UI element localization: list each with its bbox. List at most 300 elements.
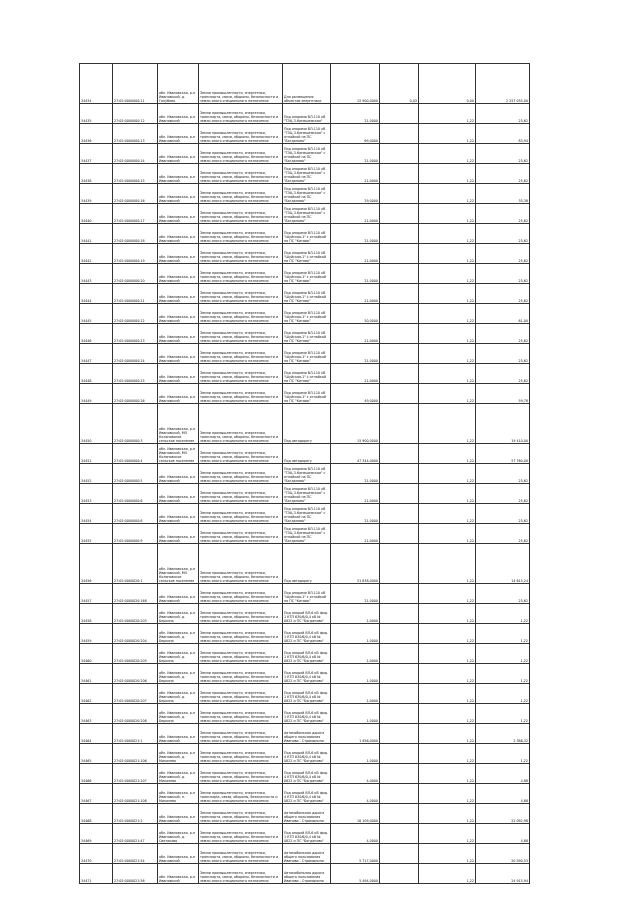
permitted-use-cell: Под опорами ВЛ-110 кВ "ТЭЦ-3-Кинешемская" с отпайкой на ПС "Богданово" [283, 524, 331, 544]
row-number-cell: 34451 [80, 444, 113, 464]
rate-cell [380, 764, 419, 784]
cadastral-number-cell: 27:05:0000020:205 [113, 644, 158, 664]
permitted-use-cell: Под опорой ВЛ-6 кВ фид. 4 КТП 630/6/0,4 кВ № 0822 и ПС "Богданово" [283, 744, 331, 764]
address-cell: обл. Ивановская, р-н Ивановский, п. Михалево [158, 784, 199, 804]
land-category-cell: Земли промышленности, энергетики, транспорта, связи, обороны, безопасности и земли иного специального назначения [199, 184, 283, 204]
cadastral-value-cell: 57 760,00 [476, 444, 530, 464]
rate-cell [380, 124, 419, 144]
table-row [80, 624, 530, 644]
table-row [80, 324, 530, 344]
address-cell: обл. Ивановская, р-н Ивановский [158, 144, 199, 164]
land-category-cell: Земли промышленности, энергетики, транспорта, связи, обороны, безопасности и земли иного специального назначения [199, 764, 283, 784]
specific-value-cell: 1,22 [419, 184, 476, 204]
permitted-use-cell: Автомобильная дорога общего пользования Иваново - Стромынино [283, 864, 331, 884]
permitted-use-cell: Под опорами ВЛ-110 кВ "ТЭЦ-3-Кинешемская" с отпайкой на ПС "Богданово" [283, 464, 331, 484]
area-cell: 21,0000 [331, 584, 380, 604]
cadastral-number-cell: 27:05:0000021:54 [113, 844, 158, 864]
specific-value-cell: 1,22 [419, 824, 476, 844]
cadastral-number-cell: 27:05:0000021:107 [113, 764, 158, 784]
row-number-cell: 34445 [80, 304, 113, 324]
row-number-cell: 34458 [80, 604, 113, 624]
address-cell: обл. Ивановская, р-н Ивановский [158, 124, 199, 144]
table-row [80, 224, 530, 244]
area-cell: 1,0000 [331, 684, 380, 704]
cadastral-value-cell: 25,62 [476, 264, 530, 284]
table-row [80, 64, 530, 104]
area-cell: 5 494,0000 [331, 864, 380, 884]
rate-cell [380, 304, 419, 324]
area-cell: 29,0000 [331, 184, 380, 204]
table-row [80, 164, 530, 184]
table-row [80, 124, 530, 144]
cadastral-number-cell: 27:05:0000020:204 [113, 624, 158, 644]
cadastral-value-cell: 35,38 [476, 184, 530, 204]
address-cell: обл. Ивановская, р-н Ивановский [158, 364, 199, 384]
row-number-cell: 34434 [80, 64, 113, 104]
row-number-cell: 34455 [80, 524, 113, 544]
permitted-use-cell: Под опорами ВЛ-110 кВ "Шуйская-1" с отпайкой на ПС "Китово" [283, 364, 331, 384]
land-category-cell: Земли промышленности, энергетики, транспорта, связи, обороны, безопасности и земли иного специального назначения [199, 484, 283, 504]
specific-value-cell: 1,22 [419, 124, 476, 144]
cadastral-value-cell: 25,62 [476, 204, 530, 224]
row-number-cell: 34443 [80, 264, 113, 284]
table-row [80, 684, 530, 704]
row-number-cell: 34471 [80, 864, 113, 884]
land-category-cell: Земли промышленности, энергетики, транспорта, связи, обороны, безопасности и земли иного специального назначения [199, 64, 283, 104]
row-number-cell: 34467 [80, 784, 113, 804]
permitted-use-cell: Автомобильная дорога общего пользования Иваново - Стромынино [283, 804, 331, 824]
cadastral-number-cell: 27:05:0000000:12 [113, 104, 158, 124]
permitted-use-cell: Под опорой ВЛ-6 кВ фид. 1 КТП 630/6/0,4 кВ № 0822 и ПС "Богданово" [283, 644, 331, 664]
permitted-use-cell: Под опорами ВЛ-110 кВ "Шуйская-1" с отпайкой на ПС "Китово" [283, 584, 331, 604]
row-number-cell: 34463 [80, 704, 113, 724]
land-category-cell: Земли промышленности, энергетики, транспорта, связи, обороны, безопасности и земли иного специального назначения [199, 364, 283, 384]
specific-value-cell: 1,22 [419, 144, 476, 164]
cadastral-value-cell: 4,88 [476, 764, 530, 784]
cadastral-value-cell: 1,22 [476, 684, 530, 704]
land-category-cell: Земли промышленности, энергетики, транспорта, связи, обороны, безопасности и земли иного специального назначения [199, 224, 283, 244]
cadastral-number-cell: 27:05:0000000:9 [113, 524, 158, 544]
cadastral-number-cell: 27:05:0000000:8 [113, 504, 158, 524]
address-cell: обл. Ивановская, р-н Ивановский [158, 464, 199, 484]
address-cell: обл. Ивановская, р-н Ивановский [158, 504, 199, 524]
cadastral-number-cell: 27:05:0000000:13 [113, 124, 158, 144]
table-row [80, 404, 530, 444]
land-category-cell: Земли промышленности, энергетики, транспорта, связи, обороны, безопасности и земли иного специального назначения [199, 444, 283, 464]
rate-cell [380, 104, 419, 124]
rate-cell [380, 184, 419, 204]
address-cell: обл. Ивановская, р-н Ивановский [158, 184, 199, 204]
table-row [80, 104, 530, 124]
row-number-cell: 34453 [80, 484, 113, 504]
specific-value-cell: 1,22 [419, 224, 476, 244]
cadastral-number-cell: 27:05:0000000:21 [113, 284, 158, 304]
land-category-cell: Земли промышленности, энергетики, транспорта, связи, обороны, безопасности и земли иного специального назначения [199, 664, 283, 684]
table-row [80, 544, 530, 584]
area-cell: 1,0000 [331, 644, 380, 664]
rate-cell [380, 544, 419, 584]
row-number-cell: 34460 [80, 644, 113, 664]
rate-cell [380, 524, 419, 544]
specific-value-cell: 1,22 [419, 524, 476, 544]
rate-cell [380, 584, 419, 604]
land-category-cell: Земли промышленности, энергетики, транспорта, связи, обороны, безопасности и земли иного специального назначения [199, 344, 283, 364]
land-category-cell: Земли промышленности, энергетики, транспорта, связи, обороны, безопасности и земли иного специального назначения [199, 384, 283, 404]
land-category-cell: Земли промышленности, энергетики, транспорта, связи, обороны, безопасности и земли иного специального назначения [199, 744, 283, 764]
rate-cell [380, 384, 419, 404]
specific-value-cell: 1,22 [419, 704, 476, 724]
cadastral-value-cell: 14 615,24 [476, 544, 530, 584]
rate-cell [380, 504, 419, 524]
address-cell: обл. Ивановская, р-н Ивановский [158, 284, 199, 304]
cadastral-value-cell: 2 386,32 [476, 724, 530, 744]
specific-value-cell: 1,22 [419, 464, 476, 484]
table-row [80, 664, 530, 684]
row-number-cell: 34468 [80, 804, 113, 824]
rate-cell [380, 444, 419, 464]
area-cell: 1 956,0000 [331, 724, 380, 744]
area-cell: 21,0000 [331, 164, 380, 184]
cadastral-number-cell: 27:05:0000020:207 [113, 684, 158, 704]
land-category-cell: Земли промышленности, энергетики, транспорта, связи, обороны, безопасности и земли иного специального назначения [199, 644, 283, 664]
cadastral-number-cell: 27:05:0000000:17 [113, 204, 158, 224]
specific-value-cell: 1,22 [419, 444, 476, 464]
row-number-cell: 34439 [80, 184, 113, 204]
cadastral-value-cell: 25,62 [476, 364, 530, 384]
permitted-use-cell: Под опорами ВЛ-110 кВ "Шуйская-1" с отпайкой на ПС "Китово" [283, 344, 331, 364]
cadastral-number-cell: 27:05:0000000:5 [113, 464, 158, 484]
cadastral-value-cell: 25,62 [476, 464, 530, 484]
rate-cell [380, 724, 419, 744]
row-number-cell: 34446 [80, 324, 113, 344]
address-cell: обл. Ивановская, р-н Ивановский [158, 204, 199, 224]
address-cell: обл. Ивановская, р-н Ивановский [158, 864, 199, 884]
cadastral-number-cell: 27:05:0000021:106 [113, 744, 158, 764]
specific-value-cell: 1,22 [419, 544, 476, 584]
address-cell: обл. Ивановская, р-н Ивановский, д. Михалево [158, 764, 199, 784]
cadastral-value-cell: 25,62 [476, 324, 530, 344]
area-cell: 1,0000 [331, 704, 380, 724]
row-number-cell: 34459 [80, 624, 113, 644]
specific-value-cell: 1,22 [419, 844, 476, 864]
rate-cell [380, 784, 419, 804]
table-row [80, 204, 530, 224]
cadastral-number-cell: 27:05:0000000:26 [113, 384, 158, 404]
row-number-cell: 34450 [80, 404, 113, 444]
rate-cell [380, 344, 419, 364]
land-category-cell: Земли промышленности, энергетики, транспорта, связи, обороны, безопасности и земли иного специального назначения [199, 304, 283, 324]
cadastral-value-cell: 25,62 [476, 504, 530, 524]
cadastral-value-cell: 22 092,98 [476, 804, 530, 824]
cadastral-number-cell: 27:05:0000021:2 [113, 804, 158, 824]
cadastral-number-cell: 27:05:0000020:168 [113, 584, 158, 604]
rate-cell [380, 464, 419, 484]
address-cell: обл. Ивановская, р-н Ивановский [158, 324, 199, 344]
area-cell: 18 109,0000 [331, 804, 380, 824]
area-cell: 15 900,0000 [331, 64, 380, 104]
land-category-cell: Земли промышленности, энергетики, транспорта, связи, обороны, безопасности и земли иного специального назначения [199, 804, 283, 824]
cadastral-value-cell: 1,22 [476, 624, 530, 644]
table-row [80, 384, 530, 404]
specific-value-cell: 1,22 [419, 344, 476, 364]
specific-value-cell: 1,22 [419, 324, 476, 344]
row-number-cell: 34441 [80, 224, 113, 244]
cadastral-number-cell: 27:05:0000000:4 [113, 444, 158, 464]
rate-cell [380, 684, 419, 704]
address-cell: обл. Ивановская, р-н Ивановский [158, 384, 199, 404]
table-row [80, 364, 530, 384]
specific-value-cell: 1,22 [419, 284, 476, 304]
rate-cell [380, 284, 419, 304]
rate-cell [380, 804, 419, 824]
address-cell: обл. Ивановская, р-н Ивановский [158, 164, 199, 184]
row-number-cell: 34462 [80, 684, 113, 704]
address-cell: обл. Ивановская, р-н Ивановский, д. Беркино [158, 664, 199, 684]
specific-value-cell: 1,22 [419, 644, 476, 664]
table-row [80, 504, 530, 524]
table-row [80, 784, 530, 804]
land-category-cell: Земли промышленности, энергетики, транспорта, связи, обороны, безопасности и земли иного специального назначения [199, 684, 283, 704]
cadastral-value-cell: 1,22 [476, 744, 530, 764]
permitted-use-cell: Под опорами ВЛ-110 кВ "Шуйская-1" с отпайкой на ПС "Китово" [283, 244, 331, 264]
cadastral-value-cell: 25,62 [476, 484, 530, 504]
cadastral-number-cell: 27:05:0000000:16 [113, 184, 158, 204]
cadastral-number-cell: 27:05:0000000:23 [113, 324, 158, 344]
specific-value-cell: 1,22 [419, 404, 476, 444]
cadastral-value-cell: 20 590,53 [476, 844, 530, 864]
permitted-use-cell: Автомобильная дорога общего пользования Иваново - Стромынино [283, 724, 331, 744]
cadastral-number-cell: 27:05:0000020:206 [113, 664, 158, 684]
area-cell: 21,0000 [331, 344, 380, 364]
cadastral-number-cell: 27:05:0000000:20 [113, 264, 158, 284]
rate-cell [380, 224, 419, 244]
cadastral-value-cell: 25,62 [476, 284, 530, 304]
rate-cell [380, 204, 419, 224]
address-cell: обл. Ивановская, р-н Ивановский [158, 844, 199, 864]
row-number-cell: 34438 [80, 164, 113, 184]
rate-cell [380, 744, 419, 764]
cadastral-number-cell: 27:05:0000020:1 [113, 544, 158, 584]
row-number-cell: 34435 [80, 104, 113, 124]
cadastral-number-cell: 27:05:0000000:3 [113, 404, 158, 444]
area-cell: 21,0000 [331, 244, 380, 264]
area-cell: 21,0000 [331, 224, 380, 244]
specific-value-cell: 1,22 [419, 684, 476, 704]
permitted-use-cell: Под опорой ВЛ-6 кВ фид. 1 КТП 630/6/0,4 кВ № 0822 и ПС "Богданово" [283, 664, 331, 684]
rate-cell [380, 704, 419, 724]
specific-value-cell: 1,22 [419, 784, 476, 804]
table-row [80, 184, 530, 204]
address-cell: обл. Ивановская, р-н Ивановский [158, 244, 199, 264]
area-cell: 4,0000 [331, 824, 380, 844]
row-number-cell: 34448 [80, 364, 113, 384]
specific-value-cell: 1,22 [419, 864, 476, 884]
specific-value-cell: 1,22 [419, 664, 476, 684]
specific-value-cell: 1,22 [419, 164, 476, 184]
permitted-use-cell: Под опорой ВЛ-6 кВ фид. 1 КТП 630/6/0,4 кВ № 0822 и ПС "Богданово" [283, 824, 331, 844]
row-number-cell: 34442 [80, 244, 113, 264]
permitted-use-cell: Автомобильная дорога общего пользования Иваново - Стромынино [283, 844, 331, 864]
permitted-use-cell: Под опорой ВЛ-6 кВ фид. 1 КТП 630/6/0,4 кВ № 0822 и ПС "Богданово" [283, 624, 331, 644]
table-row [80, 724, 530, 744]
row-number-cell: 34465 [80, 744, 113, 764]
table-row [80, 764, 530, 784]
area-cell: 47 344,0000 [331, 444, 380, 464]
cadastral-number-cell: 27:05:0000021:47 [113, 824, 158, 844]
area-cell: 51 838,0000 [331, 544, 380, 584]
table-row [80, 464, 530, 484]
land-category-cell: Земли промышленности, энергетики, транспорта, связи, обороны, безопасности и земли иного специального назначения [199, 164, 283, 184]
area-cell: 21,0000 [331, 324, 380, 344]
land-category-cell: Земли промышленности, энергетики, транспорта, связи, обороны, безопасности и земли иного специального назначения [199, 404, 283, 444]
address-cell: обл. Ивановская, р-н Ивановский, МО Коляновское сельское поселение [158, 444, 199, 464]
table-row [80, 284, 530, 304]
land-category-cell: Земли промышленности, энергетики, транспорта, связи, обороны, безопасности и земли иного специального назначения [199, 864, 283, 884]
row-number-cell: 34464 [80, 724, 113, 744]
table-row [80, 824, 530, 844]
cadastral-number-cell: 27:05:0000021:1 [113, 724, 158, 744]
permitted-use-cell: Под опорами ВЛ-110 кВ "ТЭЦ-3-Кинешемская" с отпайкой на ПС "Богданово" [283, 204, 331, 224]
address-cell: обл. Ивановская, р-н Ивановский, д. Голубево [158, 64, 199, 104]
rate-cell [380, 864, 419, 884]
address-cell: обл. Ивановская, р-н Ивановский, д. Беркино [158, 624, 199, 644]
rate-cell [380, 404, 419, 444]
table-row [80, 144, 530, 164]
area-cell: 1,0000 [331, 664, 380, 684]
cadastral-number-cell: 27:05:0000000:14 [113, 144, 158, 164]
specific-value-cell: 1,22 [419, 264, 476, 284]
area-cell: 21,0000 [331, 284, 380, 304]
row-number-cell: 34436 [80, 124, 113, 144]
permitted-use-cell: Под опорами ВЛ-110 кВ "Шуйская-1" с отпайкой на ПС "Китово" [283, 284, 331, 304]
rate-cell [380, 484, 419, 504]
specific-value-cell: 1,22 [419, 244, 476, 264]
table-row [80, 344, 530, 364]
specific-value-cell: 1,22 [419, 724, 476, 744]
permitted-use-cell: Под опорами ВЛ-110 кВ "ТЭЦ-3-Кинешемская" [283, 104, 331, 124]
area-cell: 21,0000 [331, 144, 380, 164]
address-cell: обл. Ивановская, р-н Ивановский [158, 724, 199, 744]
land-category-cell: Земли промышленности, энергетики, транспорта, связи, обороны, безопасности и земли иного специального назначения [199, 604, 283, 624]
address-cell: обл. Ивановская, р-н Ивановский, МО Коляновское сельское поселение [158, 404, 199, 444]
cadastral-number-cell: 27:05:0000000:22 [113, 304, 158, 324]
area-cell: 1,0000 [331, 624, 380, 644]
cadastral-number-cell: 27:05:0000021:108 [113, 784, 158, 804]
cadastral-number-cell: 27:05:0000000:19 [113, 244, 158, 264]
land-category-cell: Земли промышленности, энергетики, транспорта, связи, обороны, безопасности и земли иного специального назначения [199, 144, 283, 164]
land-category-cell: Земли промышленности, энергетики, транспорта, связи, обороны, безопасности и земли иного специального назначения [199, 504, 283, 524]
permitted-use-cell: Под опорой ВЛ-6 кВ фид. 4 КТП 630/6/0,4 кВ № 0822 и ПС "Богданово" [283, 784, 331, 804]
specific-value-cell: 0,00 [419, 64, 476, 104]
specific-value-cell: 1,22 [419, 764, 476, 784]
row-number-cell: 34449 [80, 384, 113, 404]
cadastral-value-cell: 25,62 [476, 144, 530, 164]
cadastral-value-cell: 25,62 [476, 344, 530, 364]
cadastral-value-cell: 25,62 [476, 224, 530, 244]
land-category-cell: Земли промышленности, энергетики, транспорта, связи, обороны, безопасности и земли иного специального назначения [199, 724, 283, 744]
rate-cell [380, 664, 419, 684]
table-row [80, 704, 530, 724]
address-cell: обл. Ивановская, р-н Ивановский [158, 804, 199, 824]
row-number-cell: 34466 [80, 764, 113, 784]
rate-cell [380, 144, 419, 164]
specific-value-cell: 1,22 [419, 364, 476, 384]
cadastral-value-cell: 59,78 [476, 384, 530, 404]
cadastral-value-cell: 25,62 [476, 524, 530, 544]
address-cell: обл. Ивановская, р-н Ивановский, д. Светиково [158, 824, 199, 844]
rate-cell [380, 844, 419, 864]
cadastral-number-cell: 27:05:0000000:11 [113, 64, 158, 104]
cadastral-value-cell: 19 410,00 [476, 404, 530, 444]
table-row [80, 304, 530, 324]
area-cell: 5 717,0000 [331, 844, 380, 864]
rate-cell [380, 624, 419, 644]
specific-value-cell: 1,22 [419, 804, 476, 824]
row-number-cell: 34456 [80, 544, 113, 584]
area-cell: 15 900,0000 [331, 404, 380, 444]
table-row [80, 264, 530, 284]
permitted-use-cell: Под опорами ВЛ-110 кВ "ТЭЦ-3-Кинешемская" с отпайкой на ПС "Богданово" [283, 124, 331, 144]
permitted-use-cell: Под опорами ВЛ-110 кВ "ТЭЦ-3-Кинешемская" с отпайкой на ПС "Богданово" [283, 504, 331, 524]
cadastral-value-cell: 4,88 [476, 824, 530, 844]
cadastral-value-cell: 83,94 [476, 124, 530, 144]
land-category-cell: Земли промышленности, энергетики, транспорта, связи, обороны, безопасности и земли иного специального назначения [199, 464, 283, 484]
cadastral-value-cell: 25,62 [476, 104, 530, 124]
specific-value-cell: 1,22 [419, 604, 476, 624]
row-number-cell: 34452 [80, 464, 113, 484]
address-cell: обл. Ивановская, р-н Ивановский [158, 484, 199, 504]
table-row [80, 804, 530, 824]
row-number-cell: 34437 [80, 144, 113, 164]
specific-value-cell: 1,22 [419, 304, 476, 324]
address-cell: обл. Ивановская, р-н Ивановский [158, 224, 199, 244]
permitted-use-cell: Под опорами ВЛ-110 кВ "ТЭЦ-3-Кинешемская" с отпайкой на ПС "Богданово" [283, 184, 331, 204]
area-cell: 1,0000 [331, 744, 380, 764]
rate-cell [380, 644, 419, 664]
area-cell: 21,0000 [331, 484, 380, 504]
area-cell: 49,0000 [331, 384, 380, 404]
table-row [80, 844, 530, 864]
land-category-cell: Земли промышленности, энергетики, транспорта, связи, обороны, безопасности и земли иного специального назначения [199, 524, 283, 544]
address-cell: обл. Ивановская, р-н Ивановский [158, 264, 199, 284]
row-number-cell: 34457 [80, 584, 113, 604]
cadastral-number-cell: 27:05:0000000:18 [113, 224, 158, 244]
address-cell: обл. Ивановская, р-н Ивановский, д. Беркино [158, 704, 199, 724]
land-category-cell: Земли промышленности, энергетики, транспорта, связи, обороны, безопасности и земли иного специального назначения [199, 544, 283, 584]
specific-value-cell: 1,22 [419, 104, 476, 124]
specific-value-cell: 1,22 [419, 624, 476, 644]
land-category-cell: Земли промышленности, энергетики, транспорта, связи, обороны, безопасности и земли иного специального назначения [199, 704, 283, 724]
table-row [80, 864, 530, 884]
rate-cell [380, 264, 419, 284]
specific-value-cell: 1,22 [419, 504, 476, 524]
permitted-use-cell: Под опорой ВЛ-6 кВ фид. 4 КТП 630/6/0,4 кВ № 0822 и ПС "Богданово" [283, 764, 331, 784]
address-cell: обл. Ивановская, р-н Ивановский, д. Беркино [158, 684, 199, 704]
permitted-use-cell: Под опорами ВЛ-110 кВ "ТЭЦ-3-Кинешемская" с отпайкой на ПС "Богданово" [283, 484, 331, 504]
cadastral-number-cell: 27:05:0000000:25 [113, 364, 158, 384]
address-cell: обл. Ивановская, р-н Ивановский [158, 344, 199, 364]
land-registry-table [79, 63, 530, 884]
rate-cell [380, 364, 419, 384]
table-row [80, 644, 530, 664]
land-category-cell: Земли промышленности, энергетики, транспорта, связи, обороны, безопасности и земли иного специального назначения [199, 244, 283, 264]
specific-value-cell: 1,22 [419, 744, 476, 764]
cadastral-number-cell: 27:05:0000000:24 [113, 344, 158, 364]
cadastral-value-cell: 2 257 035,00 [476, 64, 530, 104]
permitted-use-cell: Под автодорогу [283, 404, 331, 444]
area-cell: 21,0000 [331, 524, 380, 544]
table-body [80, 64, 530, 884]
